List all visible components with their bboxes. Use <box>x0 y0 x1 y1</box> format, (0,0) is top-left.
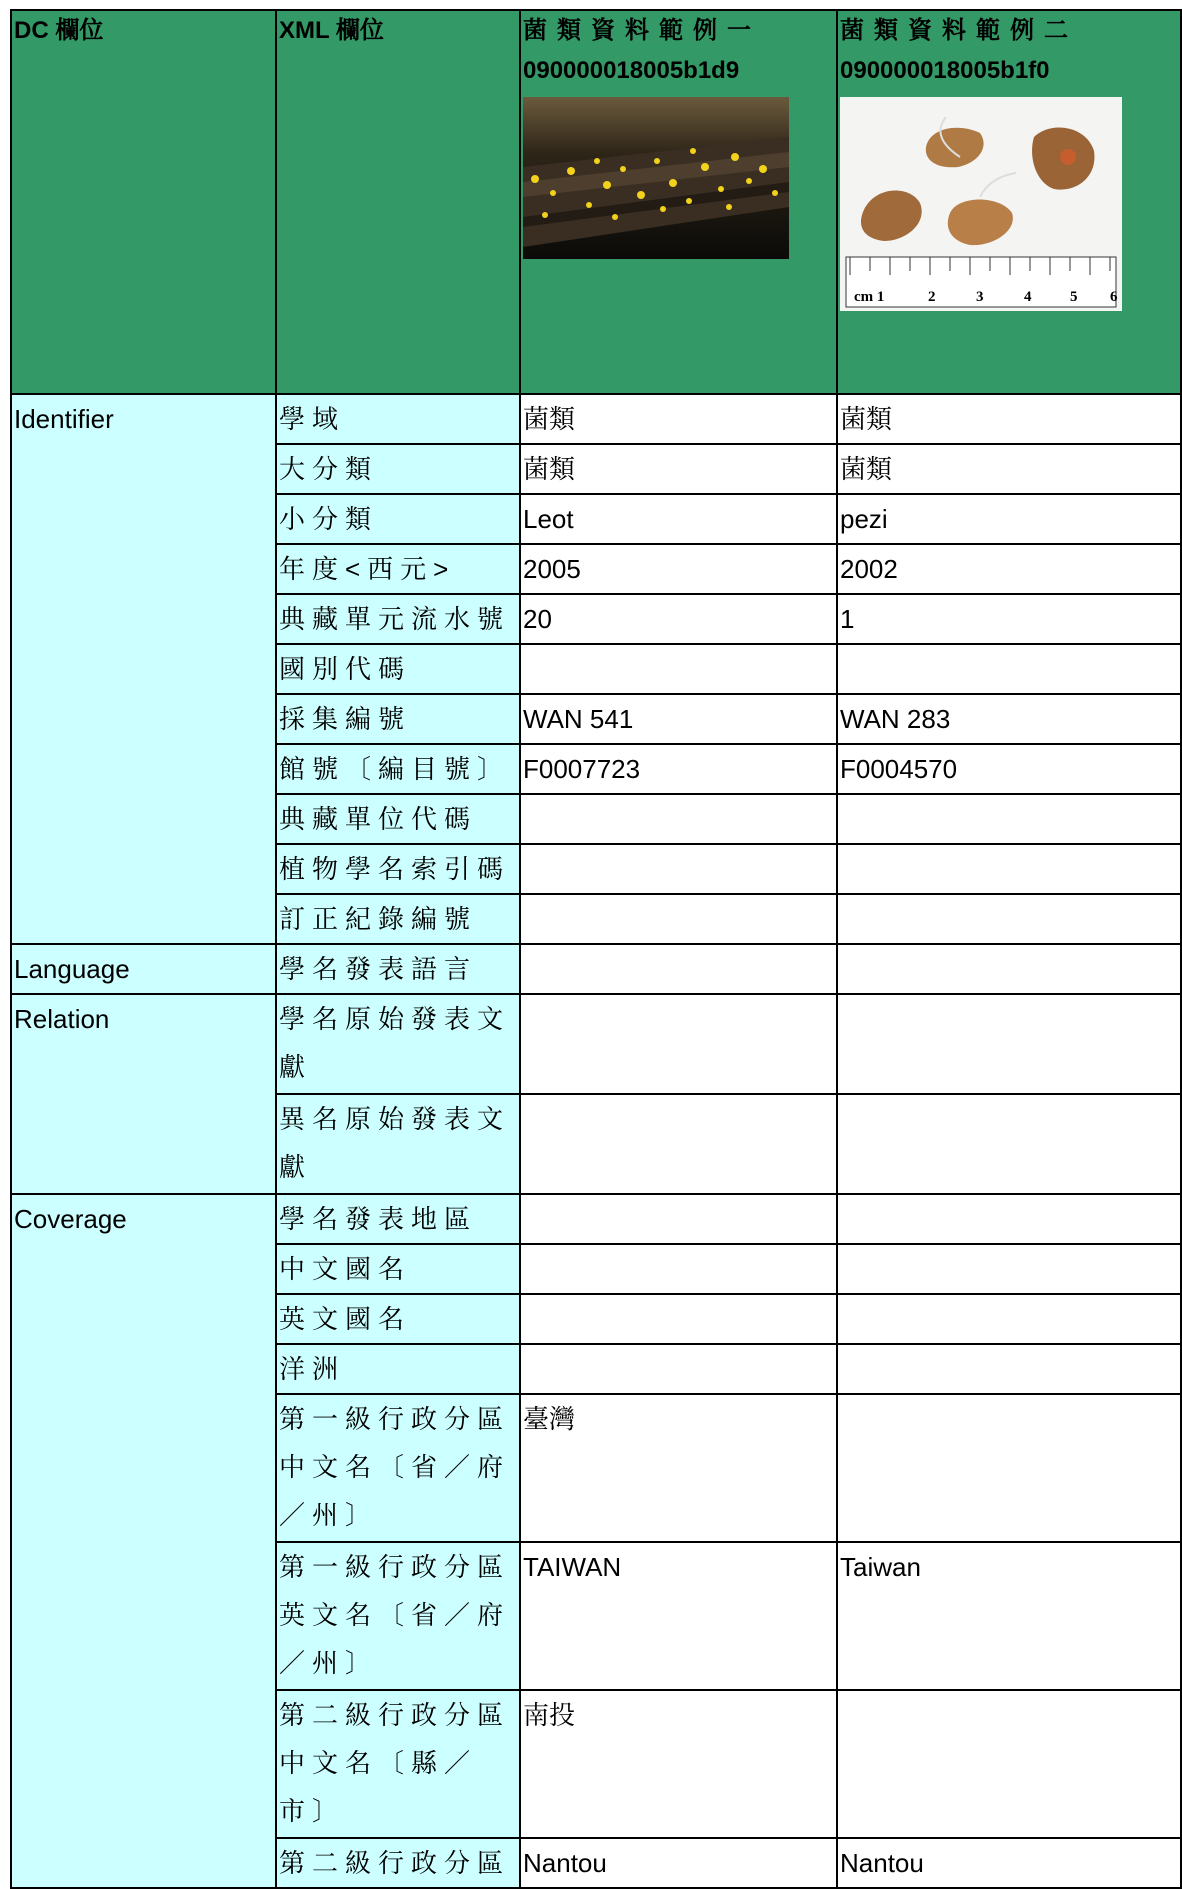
value-example-1 <box>520 944 837 994</box>
value-example-1 <box>520 644 837 694</box>
value-example-2: pezi <box>837 494 1181 544</box>
value-example-2 <box>837 994 1181 1094</box>
field-name: 年度<西元> <box>276 544 520 594</box>
field-name: 第二級行政分區中文名〔縣／市〕 <box>276 1690 520 1838</box>
value-example-1 <box>520 794 837 844</box>
value-example-2: 菌類 <box>837 394 1181 444</box>
value-example-2 <box>837 1094 1181 1194</box>
value-example-1: 菌類 <box>520 444 837 494</box>
example-1-title: 菌類資料範例一 <box>523 17 761 44</box>
ruler-label-3: 3 <box>976 289 984 305</box>
value-example-1 <box>520 1094 837 1194</box>
value-example-2 <box>837 644 1181 694</box>
value-example-1: F0007723 <box>520 744 837 794</box>
field-name: 學域 <box>276 394 520 444</box>
value-example-2 <box>837 1394 1181 1542</box>
value-example-2: 菌類 <box>837 444 1181 494</box>
field-name: 學名發表地區 <box>276 1194 520 1244</box>
value-example-2 <box>837 1194 1181 1244</box>
field-name: 採集編號 <box>276 694 520 744</box>
value-example-2 <box>837 1244 1181 1294</box>
field-name: 第一級行政分區英文名〔省／府／州〕 <box>276 1542 520 1690</box>
value-example-2 <box>837 1690 1181 1838</box>
field-name: 學名原始發表文獻 <box>276 994 520 1094</box>
field-name: 第二級行政分區 <box>276 1838 520 1888</box>
ruler-label-6: 6 <box>1110 289 1118 305</box>
field-name: 小分類 <box>276 494 520 544</box>
value-example-1: 南投 <box>520 1690 837 1838</box>
value-example-1 <box>520 1194 837 1244</box>
value-example-2 <box>837 894 1181 944</box>
fungus-photo-1 <box>523 97 789 259</box>
value-example-2: 2002 <box>837 544 1181 594</box>
value-example-1: 菌類 <box>520 394 837 444</box>
value-example-1: TAIWAN <box>520 1542 837 1690</box>
field-name: 訂正紀錄編號 <box>276 894 520 944</box>
table-row <box>11 994 1181 1094</box>
field-name: 英文國名 <box>276 1294 520 1344</box>
metadata-table <box>10 9 1182 1889</box>
ruler-label-2: 2 <box>928 289 936 305</box>
value-example-2: WAN 283 <box>837 694 1181 744</box>
field-name: 中文國名 <box>276 1244 520 1294</box>
section-language: Language <box>11 944 276 994</box>
field-name: 典藏單位代碼 <box>276 794 520 844</box>
example-2-title: 菌類資料範例二 <box>840 17 1078 44</box>
value-example-2 <box>837 844 1181 894</box>
header-xml-field: XML 欄位 <box>276 10 520 394</box>
value-example-1 <box>520 1244 837 1294</box>
field-name: 第一級行政分區中文名〔省／府／州〕 <box>276 1394 520 1542</box>
field-name: 異名原始發表文獻 <box>276 1094 520 1194</box>
value-example-2: Nantou <box>837 1838 1181 1888</box>
value-example-2 <box>837 944 1181 994</box>
field-name: 國別代碼 <box>276 644 520 694</box>
value-example-2 <box>837 1344 1181 1394</box>
field-name: 植物學名索引碼 <box>276 844 520 894</box>
ruler-label-1: cm 1 <box>854 289 885 305</box>
value-example-1 <box>520 844 837 894</box>
header-example-1 <box>520 10 837 394</box>
section-coverage: Coverage <box>11 1194 276 1888</box>
value-example-2 <box>837 1294 1181 1344</box>
value-example-1 <box>520 994 837 1094</box>
value-example-1: Nantou <box>520 1838 837 1888</box>
field-name: 大分類 <box>276 444 520 494</box>
section-identifier: Identifier <box>11 394 276 944</box>
ruler-label-5: 5 <box>1070 289 1078 305</box>
value-example-2 <box>837 794 1181 844</box>
value-example-1: 臺灣 <box>520 1394 837 1542</box>
value-example-1 <box>520 1344 837 1394</box>
table-row <box>11 944 1181 994</box>
fungus-photo-2 <box>840 97 1122 311</box>
table-row <box>11 394 1181 444</box>
header-example-2 <box>837 10 1181 394</box>
value-example-1: 2005 <box>520 544 837 594</box>
value-example-1 <box>520 1294 837 1344</box>
value-example-1: Leot <box>520 494 837 544</box>
table-row <box>11 1194 1181 1244</box>
field-name: 學名發表語言 <box>276 944 520 994</box>
section-relation: Relation <box>11 994 276 1194</box>
value-example-1 <box>520 894 837 944</box>
value-example-2: Taiwan <box>837 1542 1181 1690</box>
value-example-2: F0004570 <box>837 744 1181 794</box>
value-example-2: 1 <box>837 594 1181 644</box>
example-1-id: 090000018005b1d9 <box>523 57 740 84</box>
ruler-label-4: 4 <box>1024 289 1032 305</box>
example-2-id: 090000018005b1f0 <box>840 57 1050 84</box>
value-example-1: 20 <box>520 594 837 644</box>
field-name: 典藏單元流水號 <box>276 594 520 644</box>
header-dc-field: DC 欄位 <box>11 10 276 394</box>
header-row <box>11 10 1181 394</box>
value-example-1: WAN 541 <box>520 694 837 744</box>
field-name: 洋洲 <box>276 1344 520 1394</box>
field-name: 館號〔編目號〕 <box>276 744 520 794</box>
